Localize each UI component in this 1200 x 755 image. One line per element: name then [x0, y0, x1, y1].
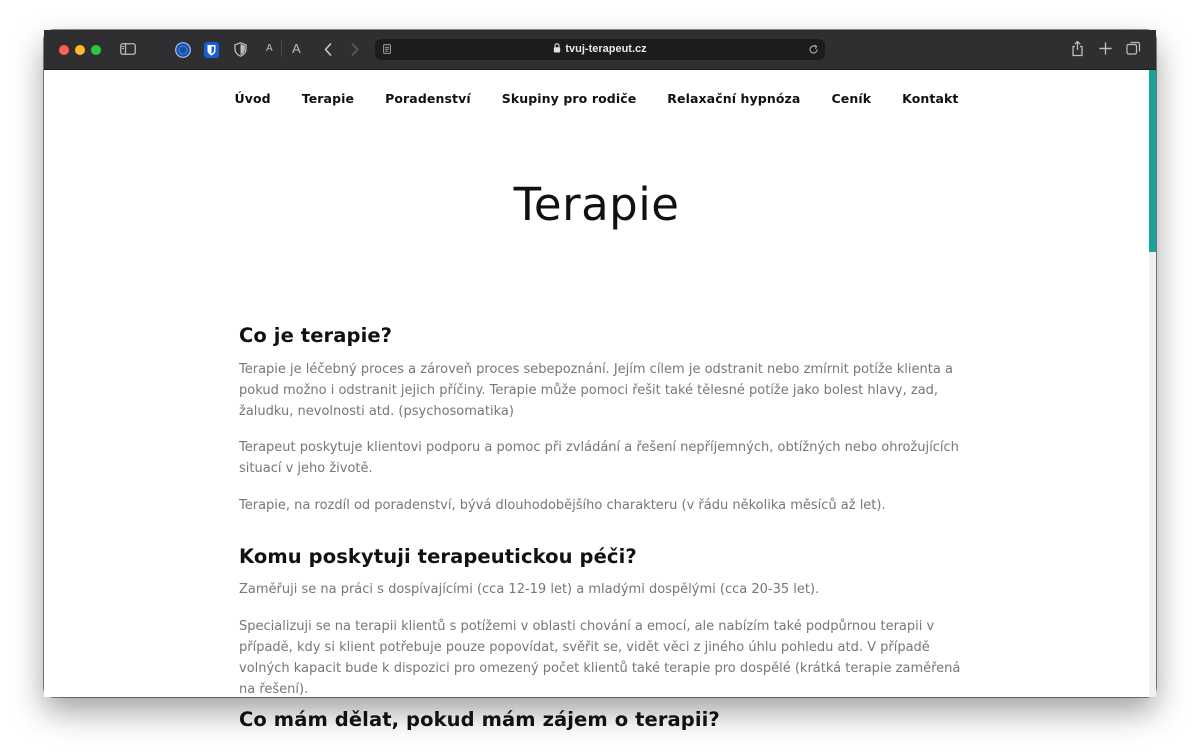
text-size-increase-button[interactable]: A [292, 41, 301, 56]
page-title: Terapie [513, 178, 680, 231]
browser-toolbar [44, 30, 1156, 70]
extension-globe-icon[interactable] [175, 42, 191, 58]
paragraph: Terapie je léčebný proces a zároveň proces sebepoznání. Jejím cílem je odstranit nebo zmírnit potíže klienta a pokud možno i odstranit jejich příčiny. Terapie může pomoci řešit také tělesné potíže jako bolest hlavy, zad, žaludku, nevolnosti atd. (psychosomatika) [239, 362, 953, 419]
text-size-decrease-button[interactable]: A [266, 43, 273, 54]
section-heading-co-mam-delat: Co mám dělat, pokud mám zájem o terapii? [239, 708, 720, 731]
paragraph: Specializuji se na terapii klientů s potížemi v oblasti chování a emocí, ale nabízím také podpůrnou terapii v případě, kdy si klient potřebuje pouze popovídat, svěřit se, vidět věci z jiného úhlu pohledu atd. V případě volných kapacit bude k dispozici pro omezený počet klientů také terapie pro dospělé (krátká terapie zaměřená na řešení). [239, 619, 961, 697]
nav-item-skupiny-pro-rodice[interactable]: Skupiny pro rodiče [501, 91, 637, 106]
minimize-window-button[interactable] [75, 45, 85, 55]
nav-item-relaxacni-hypnoza[interactable]: Relaxační hypnóza [667, 91, 801, 106]
sidebar-toggle-icon[interactable] [120, 43, 136, 55]
forward-chevron-icon[interactable] [350, 42, 360, 57]
address-bar[interactable] [375, 39, 825, 60]
nav-item-uvod[interactable]: Úvod [234, 91, 271, 106]
close-window-button[interactable] [59, 45, 69, 55]
scrollbar-thumb[interactable] [1149, 70, 1156, 252]
nav-item-kontakt[interactable]: Kontakt [902, 91, 959, 106]
section-heading-co-je-terapie: Co je terapie? [239, 324, 393, 347]
url-text: tvuj-terapeut.cz [565, 43, 647, 55]
url-display[interactable] [375, 43, 825, 55]
paragraph: Terapie, na rozdíl od poradenství, bývá dlouhodobějšího charakteru (v řádu několika měsíců až let). [239, 498, 886, 513]
privacy-shield-icon[interactable] [234, 42, 247, 57]
paragraph: Zaměřuji se na práci s dospívajícími (cca 12-19 let) a mladými dospělými (cca 20-35 let). [239, 582, 820, 597]
paragraph: Terapeut poskytuje klientovi podporu a pomoc při zvládání a řešení nepříjemných, obtížných nebo ohrožujících situací v jeho životě. [239, 440, 959, 476]
back-chevron-icon[interactable] [323, 42, 333, 57]
zoom-window-button[interactable] [91, 45, 101, 55]
reload-icon[interactable] [808, 44, 819, 55]
tab-overview-icon[interactable] [1126, 41, 1141, 56]
password-manager-icon[interactable] [204, 42, 219, 58]
web-page [44, 70, 1156, 731]
nav-item-poradenstvi[interactable]: Poradenství [385, 91, 471, 106]
section-heading-komu-poskytuji: Komu poskytuji terapeutickou péči? [239, 545, 637, 568]
lock-icon [553, 43, 561, 53]
new-tab-plus-icon[interactable] [1099, 42, 1112, 55]
toolbar-divider [281, 41, 282, 57]
nav-item-cenik[interactable]: Ceník [831, 91, 872, 106]
share-icon[interactable] [1071, 40, 1084, 57]
browser-window [44, 30, 1156, 731]
main-navigation [44, 91, 1149, 106]
nav-item-terapie[interactable]: Terapie [301, 91, 355, 106]
scrollbar-track[interactable] [1149, 252, 1156, 697]
